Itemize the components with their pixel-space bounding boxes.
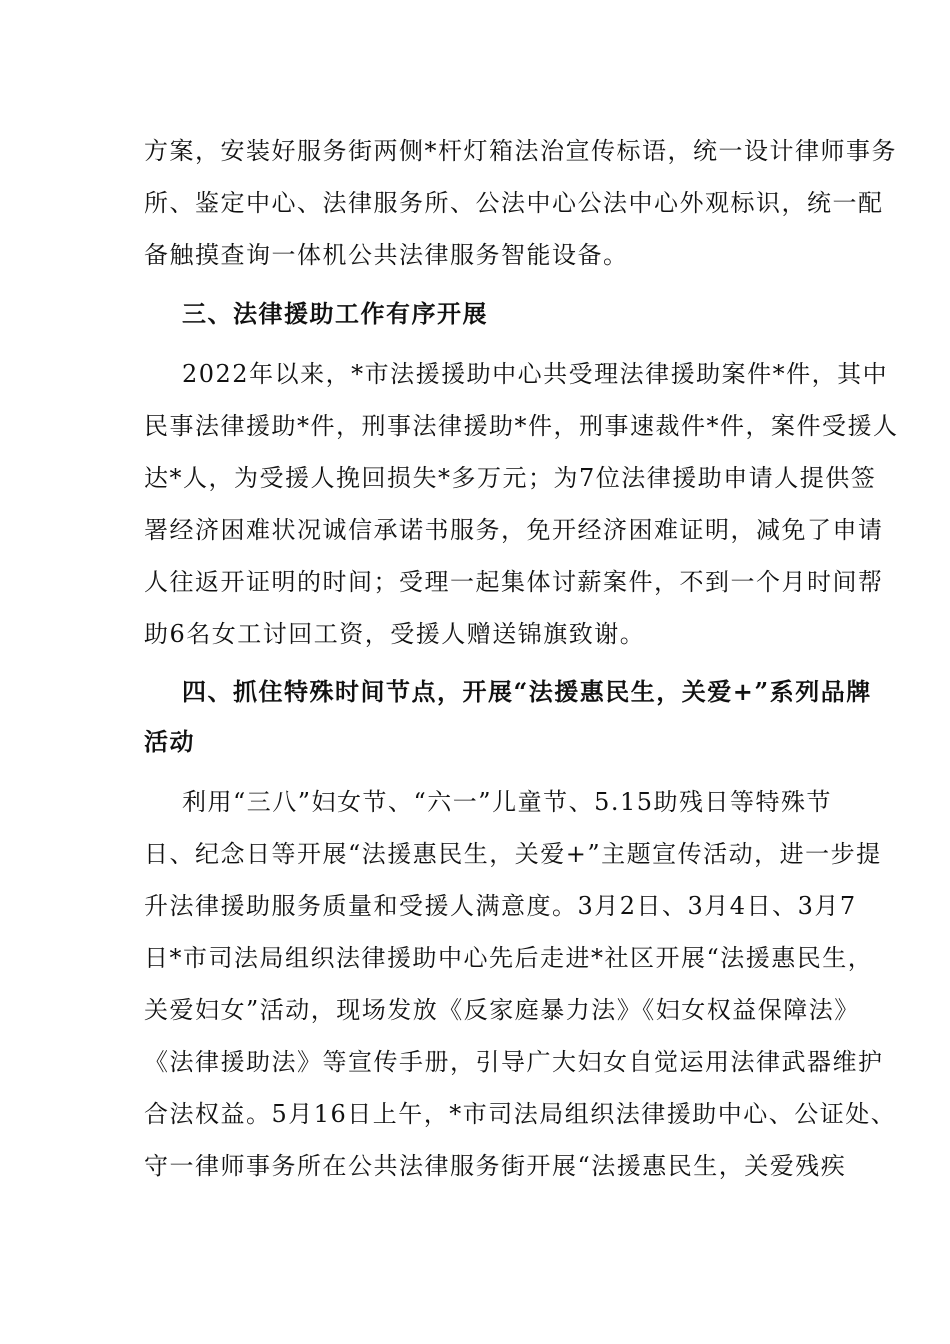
paragraph-1-line-3: 备触摸查询一体机公共法律服务智能设备。 (144, 241, 629, 269)
paragraph-3-line-1: 利用“三八”妇女节、“六一”儿童节、5.15助残日等特殊节 (182, 788, 833, 816)
paragraph-2-line-5: 人往返开证明的时间；受理一起集体讨薪案件，不到一个月时间帮 (144, 568, 884, 596)
section-heading-4-line-2: 活动 (144, 727, 195, 756)
paragraph-2-line-6: 助6名女工讨回工资，受援人赠送锦旗致谢。 (144, 620, 646, 648)
section-heading-3: 三、法律援助工作有序开展 (182, 299, 488, 328)
paragraph-1-line-2: 所、鉴定中心、法律服务所、公法中心公法中心外观标识，统一配 (144, 189, 884, 217)
paragraph-2-line-3: 达*人，为受援人挽回损失*多万元；为7位法律援助申请人提供签 (144, 464, 877, 492)
paragraph-3-line-8: 守一律师事务所在公共法律服务街开展“法援惠民生，关爱残疾 (144, 1152, 847, 1180)
paragraph-3-line-4: 日*市司法局组织法律援助中心先后走进*社区开展“法援惠民生， (144, 944, 874, 972)
paragraph-2-line-1: 2022年以来，*市法援援助中心共受理法律援助案件*件，其中 (182, 360, 889, 388)
paragraph-2-line-2: 民事法律援助*件，刑事法律援助*件，刑事速裁件*件，案件受援人 (144, 412, 899, 440)
paragraph-2-line-4: 署经济困难状况诚信承诺书服务，免开经济困难证明，减免了申请 (144, 516, 884, 544)
paragraph-1-line-1: 方案，安装好服务街两侧*杆灯箱法治宣传标语，统一设计律师事务 (144, 137, 897, 165)
paragraph-3-line-5: 关爱妇女”活动，现场发放《反家庭暴力法》《妇女权益保障法》 (144, 996, 860, 1024)
section-heading-4-line-1: 四、抓住特殊时间节点，开展“法援惠民生，关爱+”系列品牌 (182, 677, 872, 706)
paragraph-3-line-6: 《法律援助法》等宣传手册，引导广大妇女自觉运用法律武器维护 (144, 1048, 884, 1076)
paragraph-3-line-7: 合法权益。5月16日上午，*市司法局组织法律援助中心、公证处、 (144, 1100, 897, 1128)
paragraph-3-line-3: 升法律援助服务质量和受援人满意度。3月2日、3月4日、3月7 (144, 892, 857, 920)
paragraph-3-line-2: 日、纪念日等开展“法援惠民生，关爱+”主题宣传活动，进一步提 (144, 840, 882, 868)
